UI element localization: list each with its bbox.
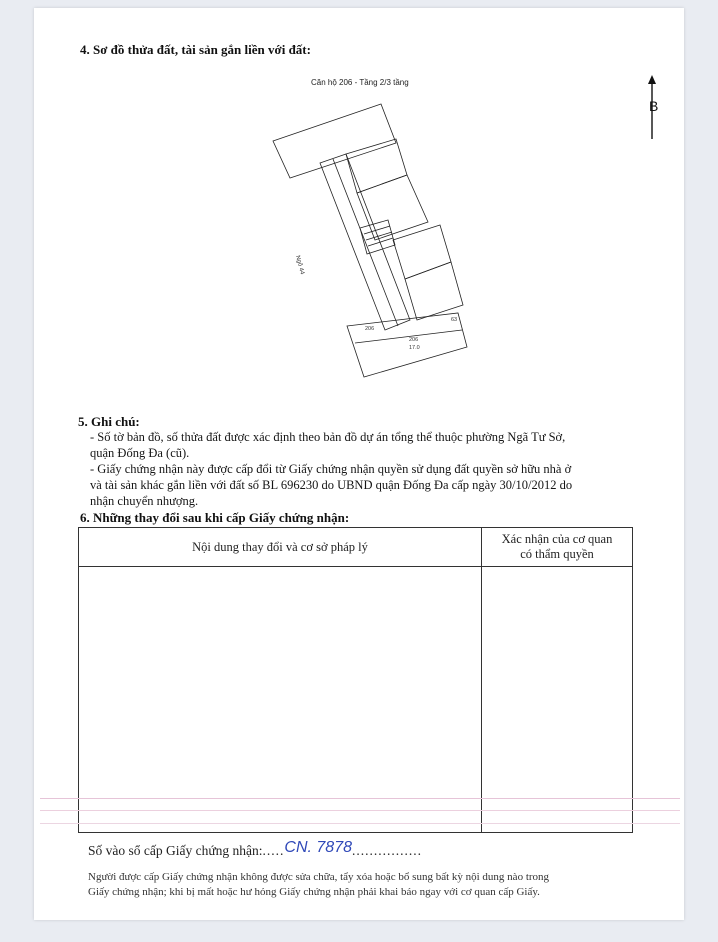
note-1-line-2: quận Đống Đa (cũ). — [90, 446, 190, 460]
registration-dots-after: ................ — [352, 843, 422, 858]
section-6-title: 6. Những thay đổi sau khi cấp Giấy chứng nhận: — [80, 510, 350, 525]
unit-label-left: 206 — [365, 326, 375, 332]
footer-line-1: Người được cấp Giấy chứng nhận không được sửa chữa, tẩy xóa hoặc bổ sung bất kỳ nội dung nào trong — [88, 871, 550, 883]
section-4-title: 4. Sơ đồ thửa đất, tài sản gắn liền với đất: — [80, 42, 311, 57]
changes-table — [78, 527, 633, 833]
plan-stair — [360, 220, 395, 254]
section-5-title: 5. Ghi chú: — [78, 414, 140, 429]
unit-label-right: 63 — [451, 317, 458, 323]
registration-label: Số vào sổ cấp Giấy chứng nhận: — [88, 843, 263, 858]
plan-room-4 — [405, 262, 463, 320]
table-header-divider — [79, 566, 632, 567]
unit-label-bottom: 206 — [409, 337, 419, 343]
plan-room-1 — [346, 139, 407, 193]
plan-caption: Căn hộ 206 - Tầng 2/3 tầng — [311, 78, 409, 87]
note-1-line-1: - Số tờ bản đồ, số thửa đất được xác định theo bản đồ dự án tổng thể thuộc phường Ngã Tư Sở, — [90, 430, 566, 444]
street-label: Ngõ 44 — [294, 254, 305, 276]
table-header-confirmation — [481, 532, 633, 562]
scan-artifact-line — [40, 823, 680, 824]
plan-room-2 — [357, 175, 428, 240]
registration-handwritten-number: CN. 7878 — [284, 839, 352, 856]
floor-plan-diagram — [0, 0, 718, 400]
table-header-changes: Nội dung thay đổi và cơ sở pháp lý — [192, 540, 368, 554]
plan-unit-bottom — [347, 313, 467, 377]
table-column-divider — [481, 528, 482, 832]
registration-dots-before: ..... — [262, 843, 285, 858]
note-2-line-3: nhận chuyển nhượng. — [90, 494, 199, 508]
registration-number — [88, 839, 422, 860]
plan-block-top — [273, 104, 396, 178]
north-label: B — [649, 98, 659, 114]
area-label: 17.0 — [409, 345, 420, 351]
scan-artifact-line — [40, 798, 680, 799]
note-2-line-1: - Giấy chứng nhận này được cấp đổi từ Giấy chứng nhận quyền sử dụng đất quyền sở hữu nhà ở — [90, 462, 572, 476]
footer-line-2: Giấy chứng nhận; khi bị mất hoặc hư hỏng Giấy chứng nhận phải khai báo ngay với cơ quan cấp Giấy. — [88, 886, 540, 898]
plan-room-3 — [393, 225, 451, 279]
scan-artifact-line — [40, 810, 680, 811]
table-header-confirmation-line-1: Xác nhận của cơ quan — [501, 532, 613, 546]
table-header-confirmation-line-2: có thẩm quyền — [520, 547, 594, 561]
note-2-line-2: và tài sản khác gắn liền với đất số BL 696230 do UBND quận Đống Đa cấp ngày 30/10/2012 do — [90, 478, 573, 492]
